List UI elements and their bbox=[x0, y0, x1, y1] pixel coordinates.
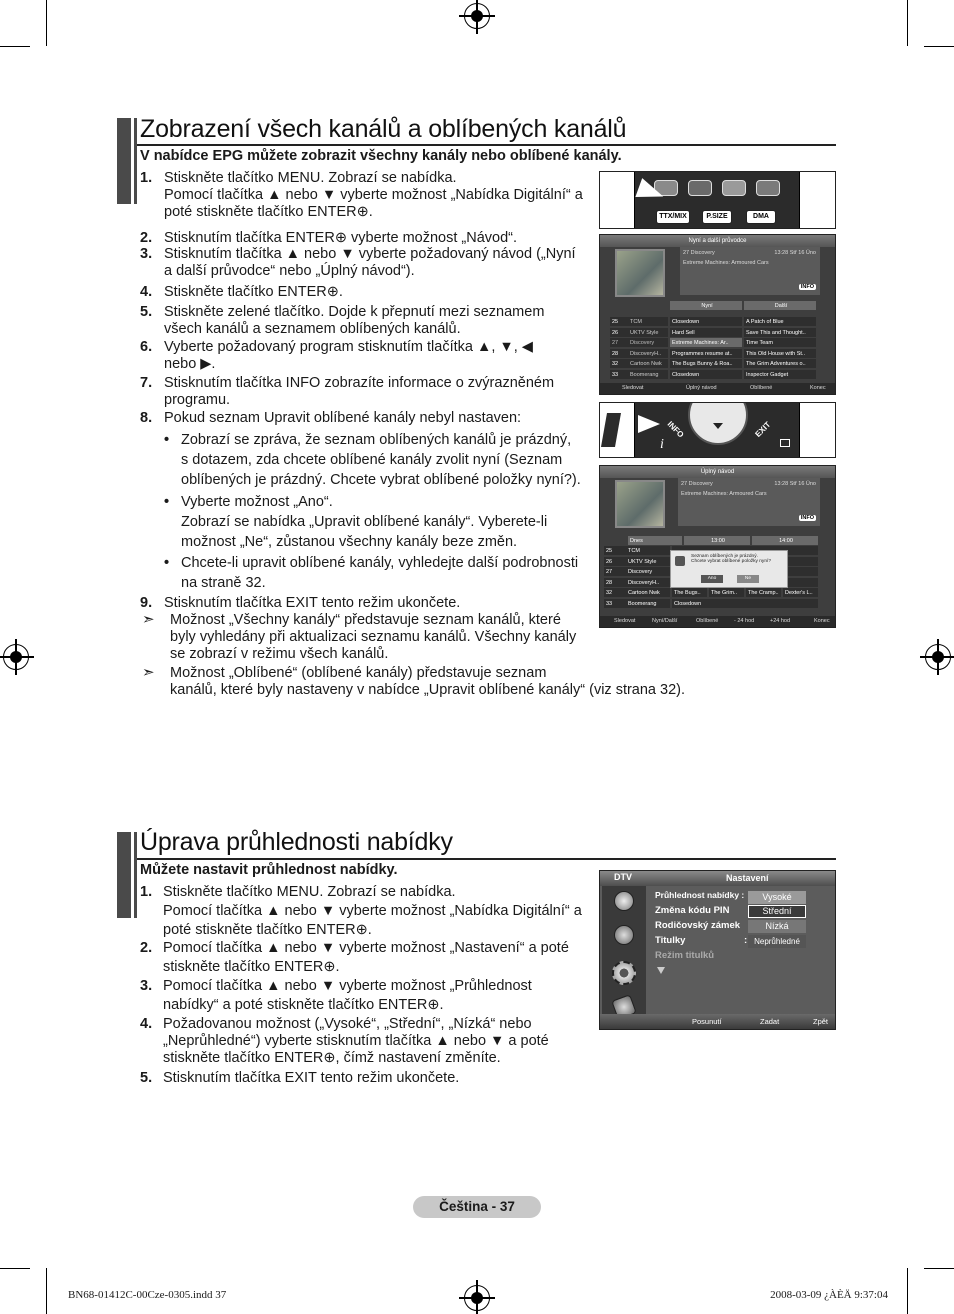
bullet-dot: • bbox=[164, 555, 170, 571]
table-row bbox=[610, 338, 825, 348]
note-text: Možnost „Všechny kanály“ představuje seznam kanálů, které bbox=[170, 612, 561, 628]
footer-full-guide: Úplný návod bbox=[686, 385, 717, 391]
crop-mark bbox=[0, 1268, 30, 1269]
program-next: Inspector Gadget bbox=[744, 370, 816, 379]
info-i-icon: i bbox=[660, 437, 664, 452]
channel-name: Cartoon Nwk bbox=[628, 359, 668, 368]
footer-move: Posunutí bbox=[692, 1017, 722, 1026]
tv-preview-image bbox=[615, 249, 665, 297]
crop-mark bbox=[924, 1268, 954, 1269]
exit-label: EXIT bbox=[753, 420, 773, 439]
setting-subtitle-mode: Režim titulků bbox=[655, 950, 715, 961]
channel-number: 32 bbox=[610, 359, 628, 368]
footer-favorites: Oblíbené bbox=[696, 618, 719, 624]
step-text: „Neprůhledné“) vyberte stisknutím tlačítka ▲ nebo ▼ a poté bbox=[163, 1033, 549, 1049]
program-now: Closedown bbox=[670, 370, 742, 379]
dialog-line-1: Seznam oblíbených je prázdný. bbox=[691, 554, 758, 559]
dialog-icon bbox=[675, 556, 685, 566]
exit-icon bbox=[780, 439, 790, 447]
epg-time: 13:28 Stř 16 Úno bbox=[774, 481, 816, 487]
epg-info-box bbox=[678, 478, 820, 526]
step-number: 4. bbox=[140, 284, 153, 300]
down-arrow-icon bbox=[713, 423, 723, 429]
footer-now-next: Nyní/Další bbox=[652, 618, 678, 624]
epg-full-guide-screen bbox=[599, 465, 836, 628]
step-text: Stisknutím tlačítka EXIT tento režim ukončete. bbox=[164, 595, 461, 611]
epg-channel: 27 Discovery bbox=[681, 481, 713, 487]
note-arrow-icon: ➣ bbox=[142, 664, 155, 681]
step-text: stiskněte tlačítko ENTER⊕. bbox=[163, 959, 340, 975]
dtv-label: DTV bbox=[614, 872, 632, 882]
step-number: 5. bbox=[140, 304, 153, 320]
footer-minus-24: - 24 hod bbox=[734, 618, 755, 624]
step-number: 2. bbox=[140, 940, 153, 956]
settings-gear-icon bbox=[612, 961, 636, 985]
program-cell: The Bugs.. bbox=[672, 588, 707, 597]
channel-number: 27 bbox=[610, 338, 628, 347]
note-text: kanálů, které byly nastaveny v nabídce „Upravit oblíbené kanály“ (viz strana 32). bbox=[170, 682, 686, 698]
dialog-line-2: Chcete vybrat oblíbené položky nyní? bbox=[691, 559, 771, 564]
channel-name: UKTV Style bbox=[626, 557, 670, 566]
step-text: poté stiskněte tlačítko ENTER⊕. bbox=[163, 922, 372, 938]
program-cell: Dexter's L.. bbox=[783, 588, 818, 597]
registration-mark-icon bbox=[464, 1285, 490, 1311]
step-number: 5. bbox=[140, 1070, 153, 1086]
crop-mark bbox=[924, 46, 954, 47]
channel-number: 33 bbox=[610, 370, 628, 379]
footer-watch: Sledovat bbox=[614, 618, 636, 624]
program-now: The Bugs Bunny & Roa.. bbox=[670, 359, 742, 368]
section-marker bbox=[117, 118, 131, 204]
registration-mark-icon bbox=[464, 3, 490, 29]
remote-control-image bbox=[599, 171, 836, 229]
program-now: Extreme Machines: Ar.. bbox=[670, 338, 742, 347]
channel-name: Cartoon Nwk bbox=[626, 588, 670, 597]
scroll-down-icon bbox=[657, 967, 665, 974]
info-label: INFO bbox=[665, 419, 686, 440]
section-intro: Můžete nastavit průhlednost nabídky. bbox=[140, 862, 398, 878]
step-text: Pokud seznam Upravit oblíbené kanály nebyl nastaven: bbox=[164, 410, 522, 426]
bullet-text: Zobrazí se zpráva, že seznam oblíbených kanálů je prázdný, bbox=[181, 432, 572, 448]
column-header-time: 14:00 bbox=[752, 536, 818, 545]
step-text: všech kanálů a seznamem oblíbených kanálů. bbox=[164, 321, 461, 337]
program-next: A Patch of Blue bbox=[744, 317, 816, 326]
crop-mark bbox=[46, 0, 47, 46]
table-row bbox=[610, 349, 825, 359]
dialog-yes-button: Ano bbox=[701, 575, 723, 583]
channel-name: DiscoveryH.. bbox=[628, 349, 668, 358]
section-rule bbox=[137, 144, 836, 146]
table-row bbox=[610, 317, 825, 327]
table-row bbox=[610, 370, 825, 380]
epg-header: Úplný návod bbox=[600, 466, 835, 478]
channel-number: 26 bbox=[610, 328, 628, 337]
program-now: Hard Sell bbox=[670, 328, 742, 337]
epg-time: 13:28 Stř 16 Úno bbox=[774, 250, 816, 256]
info-badge: INFO bbox=[800, 515, 814, 521]
registration-mark-icon bbox=[3, 644, 29, 670]
pointer-hand-icon bbox=[638, 415, 660, 433]
step-text: a další průvodce“ nebo „Úplný návod“). bbox=[164, 263, 415, 279]
epg-channel: 27 Discovery bbox=[683, 250, 715, 256]
file-slug: BN68-01412C-00Cze-0305.indd 37 bbox=[68, 1289, 227, 1301]
bullet-dot: • bbox=[164, 494, 170, 510]
step-text: Stisknutím tlačítka ▲ nebo ▼ vyberte požadovaný návod („Nyní bbox=[164, 246, 576, 262]
step-text: nebo ▶. bbox=[164, 356, 216, 372]
setting-parental-lock: Rodičovský zámek bbox=[655, 920, 741, 931]
epg-footer bbox=[600, 616, 835, 627]
option-high: Vysoké bbox=[748, 891, 806, 904]
note-text: Možnost „Oblíbené“ (oblíbené kanály) představuje seznam bbox=[170, 665, 547, 681]
step-text: stiskněte tlačítko ENTER⊕, čímž nastavení změníte. bbox=[163, 1050, 501, 1066]
section-title: Zobrazení všech kanálů a oblíbených kanálů bbox=[140, 115, 627, 143]
crop-mark bbox=[907, 1268, 908, 1314]
program-next: This Old House with St.. bbox=[744, 349, 816, 358]
section-marker bbox=[117, 832, 131, 918]
footer-enter: Zadat bbox=[760, 1017, 780, 1026]
channel-name: TCM bbox=[626, 546, 670, 555]
channel-number: 28 bbox=[604, 578, 626, 587]
epg-program: Extreme Machines: Armoured Cars bbox=[681, 491, 767, 497]
program-cell: The Grim.. bbox=[709, 588, 744, 597]
registration-mark-icon bbox=[925, 644, 951, 670]
table-row bbox=[610, 328, 825, 338]
subtitles-colon: : bbox=[744, 935, 748, 946]
color-button bbox=[688, 180, 712, 196]
epg-footer bbox=[600, 383, 835, 394]
note-arrow-icon: ➣ bbox=[142, 611, 155, 628]
step-number: 1. bbox=[140, 884, 153, 900]
step-number: 9. bbox=[140, 595, 153, 611]
step-text: Pomocí tlačítka ▲ nebo ▼ vyberte možnost „Nabídka Digitální“ a bbox=[163, 903, 582, 919]
crop-mark bbox=[907, 0, 908, 46]
epg-program: Extreme Machines: Armoured Cars bbox=[683, 260, 769, 266]
color-button bbox=[756, 180, 780, 196]
bullet-text: Zobrazí se nabídka „Upravit oblíbené kanály“. Vyberete-li bbox=[181, 514, 548, 530]
footer-return: Zpět bbox=[813, 1017, 829, 1026]
setting-menu-transparency: Průhlednost nabídky : bbox=[655, 890, 745, 900]
step-text: Stiskněte tlačítko MENU. Zobrazí se nabídka. bbox=[164, 170, 457, 186]
step-text: Požadovanou možnost („Vysoké“, „Střední“, „Nízká“ nebo bbox=[163, 1016, 532, 1032]
step-text: Stiskněte tlačítko ENTER⊕. bbox=[164, 284, 343, 300]
column-header-time: 13:00 bbox=[684, 536, 750, 545]
crop-mark bbox=[46, 1268, 47, 1314]
crop-mark bbox=[0, 46, 30, 47]
note-text: se zobrazí v režimu všech kanálů. bbox=[170, 646, 389, 662]
picture-icon bbox=[614, 891, 634, 911]
dma-button: DMA bbox=[746, 210, 776, 224]
column-header-now: Nyní bbox=[670, 301, 742, 310]
bullet-text: s dotazem, zda chcete oblíbené kanály zvolit nyní (Seznam bbox=[181, 452, 563, 468]
ttx-mix-button: TTX/MIX bbox=[656, 210, 690, 224]
step-number: 3. bbox=[140, 978, 153, 994]
step-number: 2. bbox=[140, 230, 153, 246]
footer-watch: Sledovat bbox=[622, 385, 644, 391]
program-cell: Closedown bbox=[672, 599, 818, 608]
footer-plus-24: +24 hod bbox=[770, 618, 791, 624]
step-text: nabídky“ a poté stiskněte tlačítko ENTER⊕. bbox=[163, 997, 444, 1013]
column-header-day: Dnes bbox=[628, 536, 682, 545]
p-size-button: P.SIZE bbox=[702, 210, 732, 224]
favorites-empty-dialog bbox=[670, 550, 788, 588]
setting-change-pin: Změna kódu PIN bbox=[655, 905, 730, 916]
channel-number: 25 bbox=[610, 317, 628, 326]
settings-menu-screen bbox=[599, 870, 836, 1030]
bullet-text: možnost „Ne“, zůstanou všechny kanály beze změn. bbox=[181, 534, 518, 550]
color-button bbox=[722, 180, 746, 196]
section-intro: V nabídce EPG můžete zobrazit všechny kanály nebo oblíbené kanály. bbox=[140, 148, 622, 164]
sound-icon bbox=[614, 925, 634, 945]
channel-number: 27 bbox=[604, 567, 626, 576]
program-now: Closedown bbox=[670, 317, 742, 326]
option-low: Nízká bbox=[748, 920, 806, 933]
channel-name: Boomerang bbox=[626, 599, 670, 608]
step-number: 4. bbox=[140, 1016, 153, 1032]
channel-name: Boomerang bbox=[628, 370, 668, 379]
page-number-badge: Čeština - 37 bbox=[413, 1196, 541, 1218]
step-text: programu. bbox=[164, 392, 231, 408]
bullet-text: oblíbených je prázdný. Chcete vybrat oblíbené položky nyní?). bbox=[181, 472, 581, 488]
step-text: Stisknutím tlačítka ENTER⊕ vyberte možnost „Návod“. bbox=[164, 230, 518, 246]
pointer-hand-icon bbox=[601, 413, 621, 447]
epg-header: Nyní a další průvodce bbox=[600, 235, 835, 247]
table-row bbox=[610, 359, 825, 369]
epg-info-box bbox=[680, 247, 820, 295]
tv-preview-image bbox=[615, 480, 665, 528]
step-text: Stisknutím tlačítka INFO zobrazíte informace o zvýrazněném bbox=[164, 375, 555, 391]
step-number: 3. bbox=[140, 246, 153, 262]
channel-name: Discovery bbox=[628, 338, 668, 347]
option-medium: Střední bbox=[748, 905, 806, 918]
settings-title: Nastavení bbox=[726, 873, 769, 883]
step-text: Pomocí tlačítka ▲ nebo ▼ vyberte možnost „Průhlednost bbox=[163, 978, 532, 994]
bullet-dot: • bbox=[164, 432, 170, 448]
settings-header-bar bbox=[600, 871, 835, 886]
epg-table bbox=[610, 301, 825, 381]
bullet-text: Vyberte možnost „Ano“. bbox=[181, 494, 333, 510]
note-text: byly vyhledány při aktualizaci seznamu kanálů. Všechny kanály bbox=[170, 629, 577, 645]
step-text: Vyberte požadovaný program stisknutím tlačítka ▲, ▼, ◀ bbox=[164, 339, 533, 355]
step-number: 1. bbox=[140, 170, 153, 186]
program-next: Save This and Thought.. bbox=[744, 328, 816, 337]
setting-subtitles: Titulky bbox=[655, 935, 686, 946]
step-text: Stiskněte zelené tlačítko. Dojde k přepnutí mezi seznamem bbox=[164, 304, 545, 320]
print-timestamp: 2008-03-09 ¿ÀÈÄ 9:37:04 bbox=[770, 1289, 888, 1301]
channel-name: UKTV Style bbox=[628, 328, 668, 337]
section-rule bbox=[137, 858, 836, 860]
dialog-no-button: Ne bbox=[737, 575, 759, 583]
footer-exit: Konec bbox=[814, 618, 830, 624]
step-number: 8. bbox=[140, 410, 153, 426]
table-row bbox=[604, 599, 822, 609]
epg-now-next-screen bbox=[599, 234, 836, 395]
remote-control-image bbox=[599, 402, 836, 458]
channel-number: 28 bbox=[610, 349, 628, 358]
channel-name: TCM bbox=[628, 317, 668, 326]
step-number: 7. bbox=[140, 375, 153, 391]
bullet-text: Chcete-li upravit oblíbené kanály, vyhledejte další podrobnosti bbox=[181, 555, 579, 571]
step-text: Stiskněte tlačítko MENU. Zobrazí se nabídka. bbox=[163, 884, 456, 900]
option-opaque: Neprůhledné bbox=[748, 935, 806, 948]
program-cell: The Cramp.. bbox=[746, 588, 781, 597]
program-next: The Grim Adventures o.. bbox=[744, 359, 816, 368]
step-text: poté stiskněte tlačítko ENTER⊕. bbox=[164, 204, 373, 220]
table-row bbox=[604, 588, 822, 598]
channel-number: 25 bbox=[604, 546, 626, 555]
channel-number: 26 bbox=[604, 557, 626, 566]
program-next: Time Team bbox=[744, 338, 816, 347]
step-number: 6. bbox=[140, 339, 153, 355]
step-text: Pomocí tlačítka ▲ nebo ▼ vyberte možnost „Nastavení“ a poté bbox=[163, 940, 569, 956]
info-badge: INFO bbox=[800, 284, 814, 290]
channel-name: DiscoveryH.. bbox=[626, 578, 670, 587]
channel-name: Discovery bbox=[626, 567, 670, 576]
channel-number: 32 bbox=[604, 588, 626, 597]
footer-favorites: Oblíbené bbox=[750, 385, 773, 391]
step-text: Pomocí tlačítka ▲ nebo ▼ vyberte možnost „Nabídka Digitální“ a bbox=[164, 187, 583, 203]
column-header-next: Další bbox=[744, 301, 816, 310]
bullet-text: na straně 32. bbox=[181, 575, 266, 591]
footer-exit: Konec bbox=[810, 385, 826, 391]
channel-number: 33 bbox=[604, 599, 626, 608]
program-now: Programmes resume at.. bbox=[670, 349, 742, 358]
step-text: Stisknutím tlačítka EXIT tento režim ukončete. bbox=[163, 1070, 460, 1086]
section-title: Úprava průhlednosti nabídky bbox=[140, 828, 453, 856]
